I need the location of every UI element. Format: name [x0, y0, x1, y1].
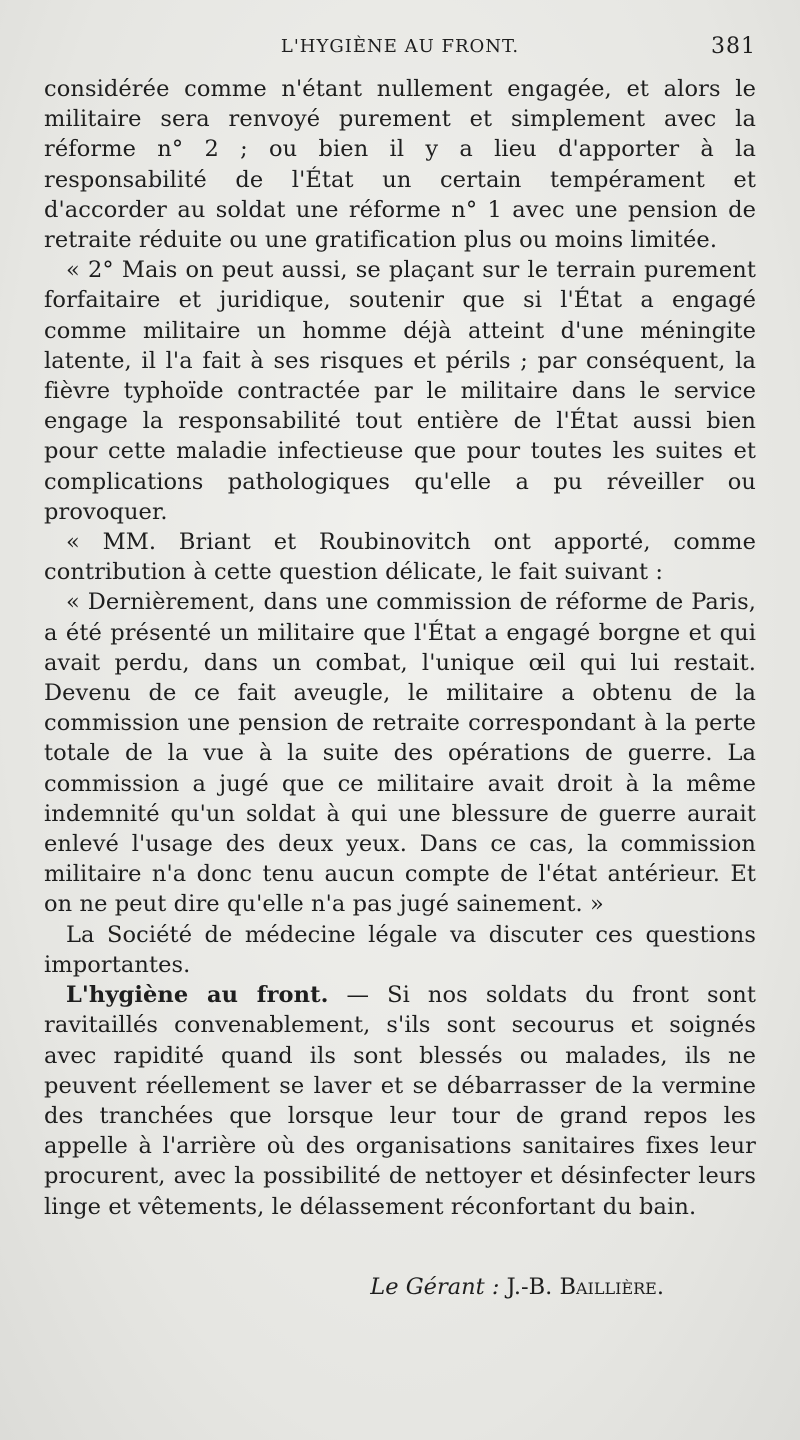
- paragraph-continuation: considérée comme n'étant nullement engagée, et alors le militaire sera renvoyé purement et simplement avec la réforme n° 2 ; ou bien il y a lieu d'apporter à la responsabilité de l'État un certain tempérament et d'accorder au soldat une réforme n° 1 avec une pension de retraite réduite ou une gratification plus ou moins limitée.: [44, 76, 756, 254]
- signature-label: Le Gérant :: [370, 1273, 500, 1300]
- body-text: [44, 74, 756, 1222]
- paragraph-quoted-case: « Dernièrement, dans une commission de réforme de Paris, a été présenté un militaire que l'État a engagé borgne et qui avait perdu, dans un combat, l'unique œil qui lui restait. Devenu de ce fait aveugle, le militaire a obtenu de la commission une pension de retraite correspondant à la perte totale de la vue à la suite des opérations de guerre. La commission a jugé que ce militaire avait droit à la même indemnité qu'un soldat à qui une blessure de guerre aurait enlevé l'usage des deux yeux. Dans ce cas, la commission militaire n'a donc tenu aucun compte de l'état antérieur. Et on ne peut dire qu'elle n'a pas jugé sainement. »: [44, 589, 756, 918]
- signature-name: J.-B. Baillière.: [506, 1273, 664, 1300]
- section-text: — Si nos soldats du front sont ravitaillés convenablement, s'ils sont secourus et soignés avec rapidité quand ils sont blessés ou malades, ils ne peuvent réellement se laver et se débarrasser de la vermine des tranchées que lorsque leur tour de grand repos les appelle à l'arrière où des organisations sanitaires fixes leur procurent, avec la possibilité de nettoyer et désinfecter leurs linge et vêtements, le délassement réconfortant du bain.: [44, 982, 756, 1220]
- section-title: L'hygiène au front.: [66, 982, 329, 1009]
- section-hygiene: [44, 980, 756, 1222]
- running-title: L'HYGIÈNE AU FRONT.: [280, 36, 520, 57]
- page-number: 381: [711, 34, 756, 59]
- paragraph-point-2: « 2° Mais on peut aussi, se plaçant sur le terrain purement forfaitaire et juridique, soutenir que si l'État a engagé comme militaire un homme déjà atteint d'une méningite latente, il l'a fait à ses risques et périls ; par conséquent, la fièvre typhoïde contractée par le militaire dans le service engage la responsabilité tout entière de l'État aussi bien pour cette maladie infectieuse que pour toutes les suites et complications pathologiques qu'elle a pu réveiller ou provoquer.: [44, 257, 756, 525]
- signature: [44, 1274, 756, 1300]
- running-header: [44, 30, 756, 70]
- paragraph-briant-roubinovitch: « MM. Briant et Roubinovitch ont apporté, comme contribution à cette question délicate, le fait suivant :: [44, 529, 756, 586]
- paragraph-societe: La Société de médecine légale va discuter ces questions importantes.: [44, 921, 756, 978]
